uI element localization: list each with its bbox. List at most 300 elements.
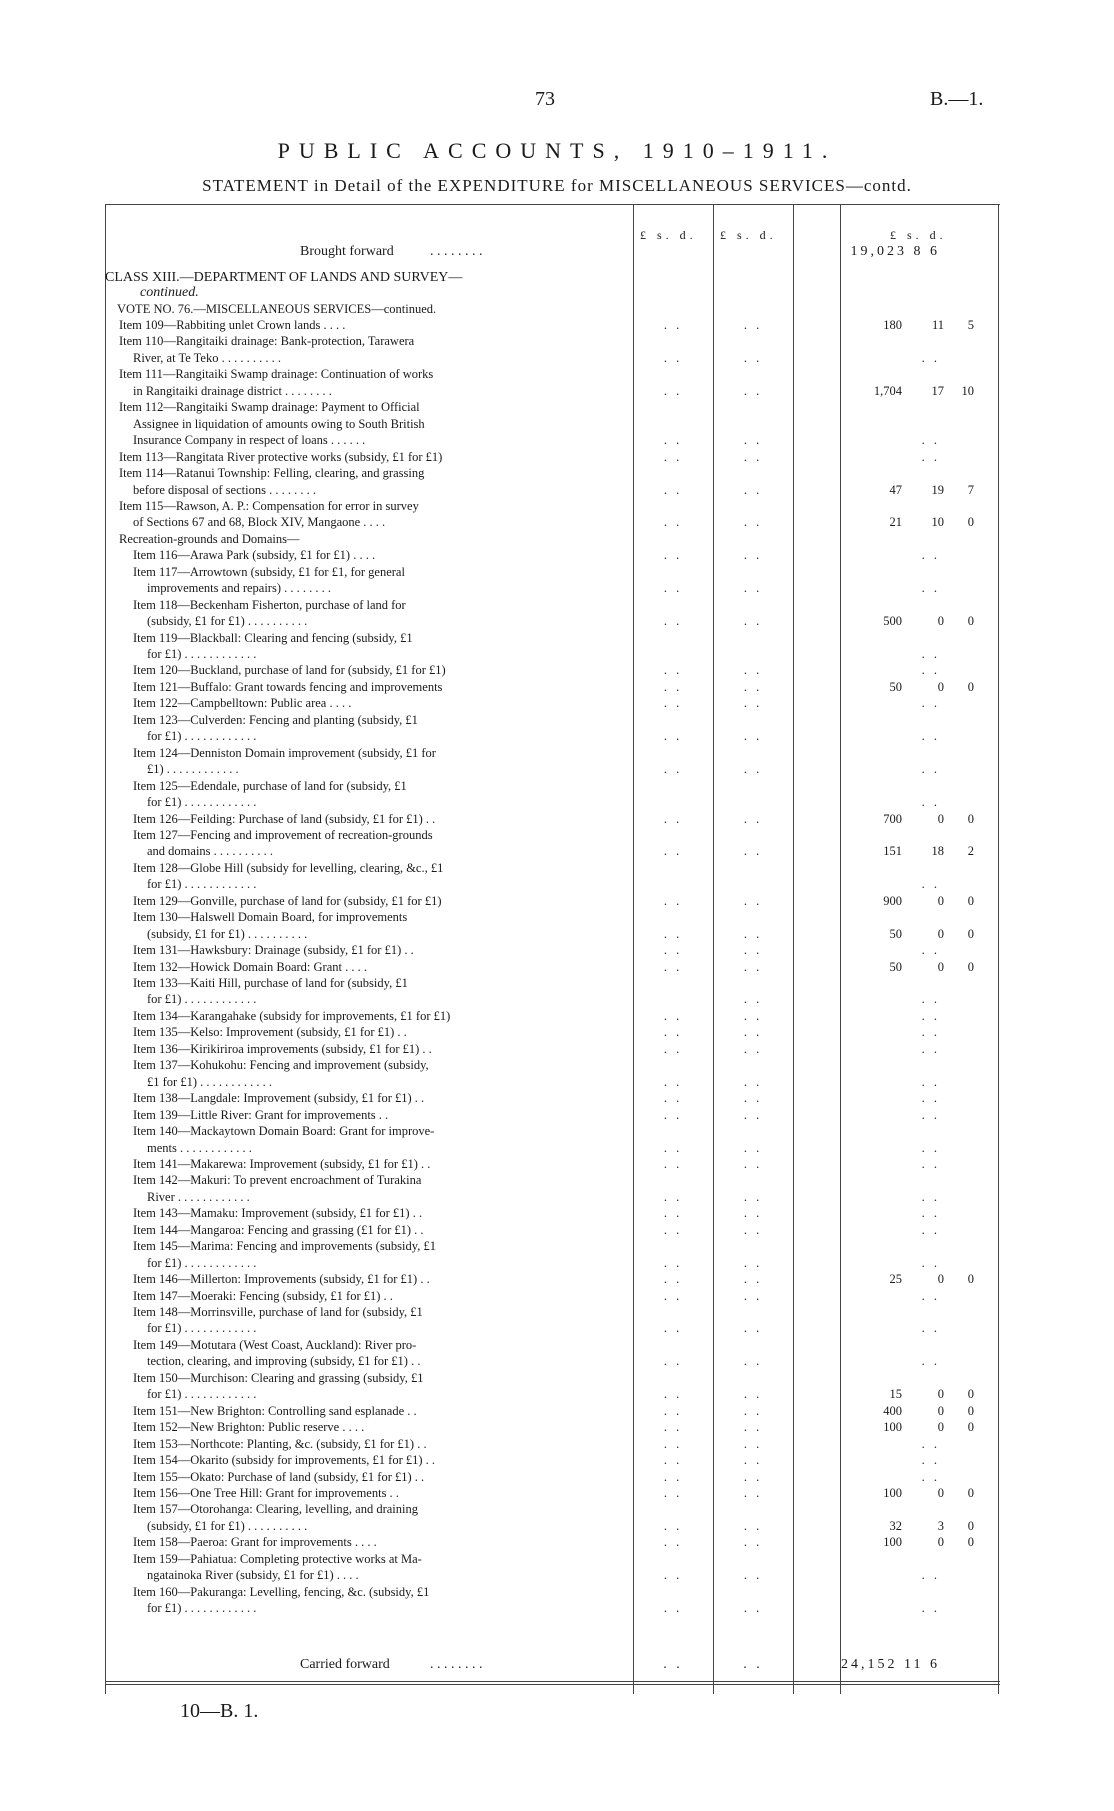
brought-forward-label: Brought forward: [300, 244, 394, 259]
column-2-value: . .: [743, 548, 763, 563]
column-1-value: . .: [663, 893, 683, 908]
item-description: for £1) . . . . . . . . . . . .: [147, 1255, 257, 1270]
item-description: Item 142—Makuri: To prevent encroachment of Turakina: [133, 1173, 422, 1188]
table-row: [105, 432, 1000, 448]
item-description: for £1) . . . . . . . . . . . .: [147, 795, 257, 810]
column-1-value: . .: [663, 318, 683, 332]
column-1-value: . .: [663, 1107, 683, 1122]
item-description: Item 150—Murchison: Clearing and grassing (subsidy, £1: [133, 1370, 424, 1385]
item-description: Item 119—Blackball: Clearing and fencing (subsidy, £1: [133, 630, 413, 645]
column-2-value: . .: [743, 515, 763, 530]
table-row: [105, 712, 1000, 728]
column-2-value: . .: [743, 1041, 763, 1056]
item-description: for £1) . . . . . . . . . . . .: [147, 647, 257, 661]
table-row: [105, 1222, 1000, 1238]
amount: . .: [921, 1140, 940, 1155]
table-row: [105, 1156, 1000, 1172]
table-row: [105, 350, 1000, 366]
brought-forward-row: [105, 244, 1000, 260]
item-description: Item 160—Pakuranga: Levelling, fencing, &c. (subsidy, £1: [133, 1584, 430, 1599]
column-2-value: . .: [743, 1255, 763, 1270]
leader-dots: . . . . . . . .: [430, 244, 483, 259]
table-row: [105, 991, 1000, 1007]
column-2-value: . .: [743, 959, 763, 974]
item-description: Item 123—Culverden: Fencing and planting (subsidy, £1: [133, 712, 418, 727]
item-description: Assignee in liquidation of amounts owing to South British: [133, 416, 425, 431]
table-row: [105, 728, 1000, 744]
amount: 21 10 0: [889, 515, 974, 530]
column-1-value: . .: [663, 1453, 683, 1468]
table-row: [105, 761, 1000, 777]
column-2-value: . .: [743, 1206, 763, 1221]
column-1-value: . .: [663, 1535, 683, 1550]
table-row: [105, 1600, 1000, 1616]
column-1-value: . .: [663, 1601, 683, 1616]
table-row: [105, 1452, 1000, 1468]
table-row: [105, 1551, 1000, 1567]
carried-forward-label: Carried forward: [300, 1657, 390, 1672]
item-description: Item 157—Otorohanga: Clearing, levelling, and draining: [133, 1502, 418, 1517]
table-row: [105, 1074, 1000, 1090]
table-row: [105, 1534, 1000, 1550]
amount: 180 11 5: [883, 318, 974, 332]
table-row: [105, 547, 1000, 563]
amount: . .: [921, 943, 940, 958]
column-2-value: . .: [743, 696, 763, 711]
column-2-value: . .: [743, 844, 763, 859]
table-row: [105, 1189, 1000, 1205]
item-description: Item 147—Moeraki: Fencing (subsidy, £1 for £1) . .: [133, 1288, 393, 1303]
column-1-value: . .: [663, 762, 683, 777]
column-header-2: £ s. d.: [720, 228, 777, 242]
table-row: [105, 1567, 1000, 1583]
item-description: of Sections 67 and 68, Block XIV, Mangaone . . . .: [133, 515, 386, 530]
table-row: [105, 482, 1000, 498]
amount: . .: [921, 1008, 940, 1023]
item-description: Item 124—Denniston Domain improvement (subsidy, £1 for: [133, 745, 436, 760]
amount: . .: [921, 1107, 940, 1122]
table-row: [105, 1271, 1000, 1287]
table-row: [105, 1238, 1000, 1254]
column-1-value: . .: [663, 581, 683, 596]
column-1-value: . .: [663, 1074, 683, 1089]
column-1-value: . .: [663, 959, 683, 974]
amount: 1,704 17 10: [873, 383, 974, 398]
column-1-value: . .: [663, 811, 683, 826]
column-2-value: . .: [743, 449, 763, 464]
column-1-value: . .: [663, 1321, 683, 1336]
table-row: [105, 1057, 1000, 1073]
amount: . .: [921, 1091, 940, 1106]
amount: 100 0 0: [883, 1535, 974, 1550]
item-description: for £1) . . . . . . . . . . . .: [147, 729, 257, 744]
table-row: [105, 1501, 1000, 1517]
column-2-value: . .: [743, 482, 763, 497]
item-description: tection, clearing, and improving (subsidy, £1 for £1) . .: [147, 1354, 421, 1369]
column-2-value: . .: [743, 581, 763, 596]
column-2-value: . .: [743, 811, 763, 826]
amount: . .: [921, 1453, 940, 1468]
item-description: for £1) . . . . . . . . . . . .: [147, 1601, 257, 1616]
carried-forward-amount: 24,152 11 6: [841, 1657, 940, 1672]
column-1-value: . .: [663, 1436, 683, 1451]
carried-forward-row: Carried forward . . . . . . . . . . . . 24,152 11 6: [105, 1657, 1000, 1673]
column-2-value: . .: [743, 1387, 763, 1402]
column-1-value: . .: [663, 1354, 683, 1369]
amount: . .: [921, 1041, 940, 1056]
amount: . .: [921, 1074, 940, 1089]
item-description: Item 118—Beckenham Fisherton, purchase of land for: [133, 597, 406, 612]
item-description: Item 112—Rangitaiki Swamp drainage: Payment to Official: [119, 400, 420, 415]
class-heading: CLASS XIII.—DEPARTMENT OF LANDS AND SURVEY—: [105, 270, 463, 285]
amount: . .: [921, 1206, 940, 1221]
column-1-value: . .: [663, 350, 683, 365]
column-2-value: . .: [743, 1272, 763, 1287]
table-row: [105, 778, 1000, 794]
item-description: Item 127—Fencing and improvement of recreation-grounds: [133, 827, 433, 842]
item-description: Item 156—One Tree Hill: Grant for improvements . .: [133, 1485, 399, 1500]
item-description: Item 138—Langdale: Improvement (subsidy, £1 for £1) . .: [133, 1091, 425, 1106]
table-row: [105, 909, 1000, 925]
amount: 400 0 0: [883, 1403, 974, 1418]
column-2-value: . .: [743, 1189, 763, 1204]
column-1-value: . .: [663, 1008, 683, 1023]
item-description: Item 109—Rabbiting unlet Crown lands . . . .: [119, 318, 346, 332]
amount: . .: [921, 762, 940, 777]
item-description: Item 116—Arawa Park (subsidy, £1 for £1) . . . .: [133, 548, 376, 563]
table-row: [105, 1123, 1000, 1139]
column-1-value: . .: [663, 433, 683, 448]
column-1-value: . .: [663, 1288, 683, 1303]
amount: . .: [921, 1568, 940, 1583]
table-row: [105, 1090, 1000, 1106]
column-1-value: . .: [663, 729, 683, 744]
amount: . .: [921, 1436, 940, 1451]
table-row: [105, 1419, 1000, 1435]
table-row: [105, 531, 1000, 547]
item-description: Item 113—Rangitata River protective works (subsidy, £1 for £1): [119, 449, 443, 464]
column-1-value: . .: [663, 926, 683, 941]
item-description: Item 126—Feilding: Purchase of land (subsidy, £1 for £1) . .: [133, 811, 436, 826]
table-row: [105, 1353, 1000, 1369]
column-1-value: . .: [663, 1469, 683, 1484]
item-description: Item 145—Marima: Fencing and improvements (subsidy, £1: [133, 1239, 436, 1254]
item-description: Item 129—Gonville, purchase of land for (subsidy, £1 for £1): [133, 893, 442, 908]
table-row: [105, 416, 1000, 432]
column-2-value: . .: [743, 1107, 763, 1122]
leader-dots: . . . . . . . .: [430, 1657, 483, 1672]
table-row: [105, 860, 1000, 876]
amount: 151 18 2: [883, 844, 974, 859]
item-description: Item 136—Kirikiriroa improvements (subsidy, £1 for £1) . .: [133, 1041, 432, 1056]
table-row: [105, 1370, 1000, 1386]
item-description: Item 114—Ratanui Township: Felling, clearing, and grassing: [119, 466, 425, 481]
item-description: Item 133—Kaiti Hill, purchase of land for (subsidy, £1: [133, 976, 408, 990]
column-2-value: . .: [743, 1025, 763, 1040]
item-description: for £1) . . . . . . . . . . . .: [147, 1321, 257, 1336]
table-row: [105, 1288, 1000, 1304]
table-row: [105, 1024, 1000, 1040]
column-2-value: . .: [743, 663, 763, 678]
item-description: (subsidy, £1 for £1) . . . . . . . . . .: [147, 926, 308, 941]
column-2-value: . .: [743, 1140, 763, 1155]
column-1-value: . .: [663, 1403, 683, 1418]
table-row: [105, 745, 1000, 761]
column-1-value: . .: [663, 515, 683, 530]
column-2-value: . .: [743, 433, 763, 448]
item-description: for £1) . . . . . . . . . . . .: [147, 992, 257, 1007]
item-description: Item 130—Halswell Domain Board, for improvements: [133, 910, 408, 925]
item-description: £1 for £1) . . . . . . . . . . . .: [147, 1074, 272, 1089]
page-number: 73: [535, 88, 555, 110]
column-2-value: . .: [743, 1601, 763, 1616]
item-description: Item 131—Hawksbury: Drainage (subsidy, £1 for £1) . .: [133, 943, 414, 958]
table-row: [105, 1255, 1000, 1271]
item-description: for £1) . . . . . . . . . . . .: [147, 877, 257, 892]
column-1-value: . .: [663, 1485, 683, 1500]
column-2-value: . .: [743, 679, 763, 694]
column-1-value: . .: [663, 1140, 683, 1155]
item-description: Item 120—Buckland, purchase of land for (subsidy, £1 for £1): [133, 663, 446, 678]
amount: . .: [921, 1255, 940, 1270]
column-1-value: . .: [663, 1255, 683, 1270]
table-row: [105, 1304, 1000, 1320]
column-1-value: . .: [663, 383, 683, 398]
table-row: [105, 498, 1000, 514]
column-2-value: . .: [743, 1485, 763, 1500]
table-row: [105, 942, 1000, 958]
column-2-value: . .: [743, 614, 763, 629]
column-2-value: . .: [743, 1222, 763, 1237]
item-description: Item 111—Rangitaiki Swamp drainage: Continuation of works: [119, 367, 434, 382]
table-row: [105, 1337, 1000, 1353]
amount: 900 0 0: [883, 893, 974, 908]
table-row: [105, 926, 1000, 942]
item-description: Item 143—Mamaku: Improvement (subsidy, £1 for £1) . .: [133, 1206, 423, 1221]
item-description: Item 132—Howick Domain Board: Grant . . . .: [133, 959, 367, 974]
column-2-value: . .: [743, 1420, 763, 1435]
amount: . .: [921, 548, 940, 563]
amount: 32 3 0: [889, 1518, 974, 1533]
column-1-value: . .: [663, 1206, 683, 1221]
column-1-value: . .: [663, 1041, 683, 1056]
column-1-value: . .: [663, 1025, 683, 1040]
column-1-value: . .: [663, 1568, 683, 1583]
amount: 50 0 0: [889, 926, 974, 941]
item-description: Item 135—Kelso: Improvement (subsidy, £1 for £1) . .: [133, 1025, 407, 1040]
table-row: [105, 449, 1000, 465]
column-2-value: . .: [743, 729, 763, 744]
table-row: [105, 1518, 1000, 1534]
item-description: Item 154—Okarito (subsidy for improvements, £1 for £1) . .: [133, 1453, 436, 1468]
column-2-value: . .: [743, 1074, 763, 1089]
column-2-value: . .: [743, 1008, 763, 1023]
item-description: Item 139—Little River: Grant for improvements . .: [133, 1107, 389, 1122]
column-2-value: . .: [743, 1469, 763, 1484]
column-2-value: . .: [743, 926, 763, 941]
table-row: [105, 794, 1000, 810]
column-2-value: . .: [743, 762, 763, 777]
column-1-value: . .: [663, 614, 683, 629]
item-description: Item 158—Paeroa: Grant for improvements . . . .: [133, 1535, 377, 1550]
table-row: [105, 1320, 1000, 1336]
item-description: Item 128—Globe Hill (subsidy for levelling, clearing, &c., £1: [133, 860, 444, 875]
column-1-value: . .: [663, 1420, 683, 1435]
item-description: improvements and repairs) . . . . . . . .: [147, 581, 331, 596]
table-row: [105, 1584, 1000, 1600]
amount: 25 0 0: [889, 1272, 974, 1287]
amount: . .: [921, 433, 940, 448]
column-1-value: . .: [663, 548, 683, 563]
column-1-value: . .: [663, 1518, 683, 1533]
page-title: PUBLIC ACCOUNTS, 1910–1911.: [277, 138, 837, 163]
amount: . .: [921, 1601, 940, 1616]
item-description: Recreation-grounds and Domains—: [119, 531, 300, 546]
column-2-value: . .: [743, 1288, 763, 1303]
column-header-3: £ s. d.: [890, 228, 947, 242]
item-description: Item 122—Campbelltown: Public area . . . .: [133, 696, 352, 711]
item-description: Item 153—Northcote: Planting, &c. (subsidy, £1 for £1) . .: [133, 1436, 427, 1451]
table-row: [105, 383, 1000, 399]
item-description: Item 115—Rawson, A. P.: Compensation for error in survey: [119, 498, 419, 513]
table-row: [105, 893, 1000, 909]
item-description: River, at Te Teko . . . . . . . . . .: [133, 350, 281, 365]
table-row: [105, 827, 1000, 843]
table-row: [105, 811, 1000, 827]
amount: 100 0 0: [883, 1420, 974, 1435]
table-row: [105, 366, 1000, 382]
amount: 47 19 7: [889, 482, 974, 497]
column-2-value: . .: [743, 1403, 763, 1418]
amount: 100 0 0: [883, 1485, 974, 1500]
item-description: Item 137—Kohukohu: Fencing and improvement (subsidy,: [133, 1058, 429, 1073]
amount: . .: [921, 1222, 940, 1237]
page-footer: 10—B. 1.: [180, 1700, 259, 1722]
column-1-value: . .: [663, 1091, 683, 1106]
column-2-value: . .: [743, 1156, 763, 1171]
table-row: [105, 695, 1000, 711]
table-row: [105, 959, 1000, 975]
expenditure-table: [105, 204, 1000, 1694]
column-2-value: . .: [743, 893, 763, 908]
column-1-value: . .: [663, 1272, 683, 1287]
amount: . .: [921, 1156, 940, 1171]
amount: 500 0 0: [883, 614, 974, 629]
amount: . .: [921, 1189, 940, 1204]
column-2-value: . .: [743, 383, 763, 398]
column-1-value: . .: [663, 663, 683, 678]
amount: . .: [921, 663, 940, 678]
item-description: (subsidy, £1 for £1) . . . . . . . . . .: [147, 1518, 308, 1533]
amount: . .: [921, 1354, 940, 1369]
item-description: Item 159—Pahiatua: Completing protective works at Ma-: [133, 1551, 422, 1566]
table-row: [105, 843, 1000, 859]
table-row: [105, 1436, 1000, 1452]
item-description: Item 148—Morrinsville, purchase of land for (subsidy, £1: [133, 1305, 423, 1319]
item-description: ments . . . . . . . . . . . .: [147, 1140, 252, 1155]
item-description: in Rangitaiki drainage district . . . . . . . .: [133, 383, 332, 398]
column-2-value: . .: [743, 1091, 763, 1106]
item-description: Item 125—Edendale, purchase of land for (subsidy, £1: [133, 778, 407, 793]
table-row: [105, 1205, 1000, 1221]
table-row: [105, 630, 1000, 646]
table-row: [105, 1403, 1000, 1419]
amount: . .: [921, 350, 940, 365]
amount: . .: [921, 696, 940, 711]
amount: . .: [921, 729, 940, 744]
table-row: [105, 564, 1000, 580]
column-1-value: . .: [663, 482, 683, 497]
table-row: [105, 1485, 1000, 1501]
table-row: [105, 1041, 1000, 1057]
table-row: [105, 1172, 1000, 1188]
amount: . .: [921, 877, 940, 892]
amount: . .: [921, 795, 940, 810]
item-description: Item 151—New Brighton: Controlling sand esplanade . .: [133, 1403, 417, 1418]
table-row: [105, 514, 1000, 530]
item-description: Item 141—Makarewa: Improvement (subsidy, £1 for £1) . .: [133, 1156, 431, 1171]
amount: . .: [921, 992, 940, 1007]
item-description: £1) . . . . . . . . . . . .: [147, 762, 239, 777]
column-2-value: . .: [743, 1535, 763, 1550]
vote-heading: VOTE NO. 76.—MISCELLANEOUS SERVICES—continued.: [117, 302, 437, 316]
column-header-1: £ s. d.: [640, 228, 697, 242]
column-1-value: . .: [663, 943, 683, 958]
amount: . .: [921, 581, 940, 596]
column-2-value: . .: [743, 318, 763, 332]
table-row: [105, 1386, 1000, 1402]
amount: . .: [921, 1469, 940, 1484]
table-row: [105, 465, 1000, 481]
item-description: ngatainoka River (subsidy, £1 for £1) . . . .: [147, 1568, 359, 1583]
item-description: (subsidy, £1 for £1) . . . . . . . . . .: [147, 614, 308, 629]
amount: 50 0 0: [889, 959, 974, 974]
table-row: [105, 597, 1000, 613]
item-description: for £1) . . . . . . . . . . . .: [147, 1387, 257, 1402]
table-row: [105, 1107, 1000, 1123]
column-2-value: . .: [743, 943, 763, 958]
amount: 15 0 0: [889, 1387, 974, 1402]
item-description: Item 117—Arrowtown (subsidy, £1 for £1, for general: [133, 564, 405, 579]
item-description: Item 121—Buffalo: Grant towards fencing and improvements: [133, 679, 443, 694]
table-row: [105, 613, 1000, 629]
table-row: [105, 1469, 1000, 1485]
item-description: Item 146—Millerton: Improvements (subsidy, £1 for £1) . .: [133, 1272, 430, 1287]
amount: . .: [921, 449, 940, 464]
column-1-value: . .: [663, 696, 683, 711]
column-1-value: . .: [663, 1387, 683, 1402]
column-1-value: . .: [663, 1189, 683, 1204]
column-1-value: . .: [663, 1156, 683, 1171]
amount: . .: [921, 1321, 940, 1336]
table-row: [105, 317, 1000, 333]
item-description: Item 144—Mangaroa: Fencing and grassing (£1 for £1) . .: [133, 1222, 424, 1237]
amount: . .: [921, 1288, 940, 1303]
brought-forward-amount: 19,023 8 6: [850, 244, 940, 259]
item-description: before disposal of sections . . . . . . . .: [133, 482, 316, 497]
table-row: [105, 662, 1000, 678]
table-row: [105, 679, 1000, 695]
item-description: Item 140—Mackaytown Domain Board: Grant for improve-: [133, 1124, 435, 1139]
item-description: Item 152—New Brighton: Public reserve . . . .: [133, 1420, 365, 1435]
item-description: Item 155—Okato: Purchase of land (subsidy, £1 for £1) . .: [133, 1469, 425, 1484]
item-description: Insurance Company in respect of loans . . . . . .: [133, 433, 366, 448]
column-2-value: . .: [743, 1354, 763, 1369]
column-2-value: . .: [743, 1321, 763, 1336]
item-description: River . . . . . . . . . . . .: [147, 1189, 250, 1204]
table-row: [105, 876, 1000, 892]
column-2-value: . .: [743, 992, 763, 1007]
